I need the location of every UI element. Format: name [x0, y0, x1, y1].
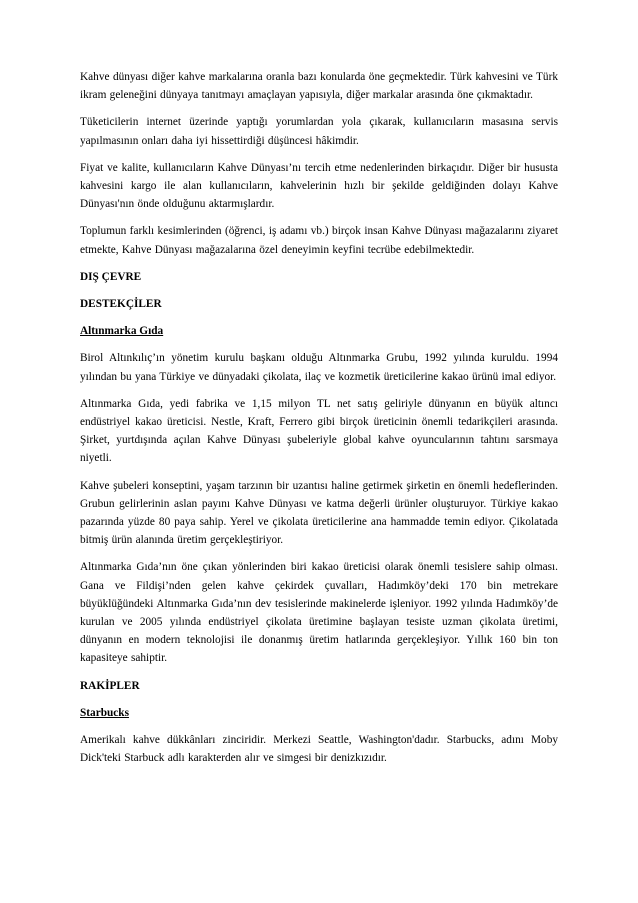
intro-paragraph-1: Kahve dünyası diğer kahve markalarına oranla bazı konularda öne geçmektedir. Türk kahvesini ve Türk ikram geleneğini dünyaya tanıtmayı amaçlayan yapısıyla, diğer markalar arasında öne çıkmaktadır. — [80, 71, 558, 102]
altinmarka-paragraph-2: Altınmarka Gıda, yedi fabrika ve 1,15 milyon TL net satış geliriyle dünyanın en büyük altıncı endüstriyel kakao üreticisi. Nestle, Kraft, Ferrero gibi birçok üreticinin önemli tedarikçileri arasında. Şirket, yurtdışında açılan Kahve Dünyası şubeleriyle global kahve oyuncularının tahtını sarsmaya niyetli. — [80, 397, 558, 465]
subheading-starbucks: Starbucks — [80, 706, 129, 719]
intro-paragraph-3: Fiyat ve kalite, kullanıcıların Kahve Dünyası’nı tercih etme nedenlerinden birkaçıdır. Diğer bir hususta kahvesini kargo ile alan kullanıcıların, kahvelerinin hızlı bir şekilde geldiğinden dolayı Kahve Dünyası'nın önde olduğunu aktarmışlardır. — [80, 161, 558, 211]
altinmarka-paragraph-4: Altınmarka Gıda’nın öne çıkan yönlerinden biri kakao üreticisi olarak önemli tesislere sahip olması. Gana ve Fildişi’nden gelen kahve çekirdek çuvalları, Hadımköy’deki 170 bin metrekare büyüklüğündeki Altınmarka Gıda’nın dev tesislerinde makinelerde işleniyor. 1992 yılında Hadımköy’de kurulan ve 2005 yılında endüstriyel çikolata üretimine başlayan tesiste uzman çikolata üretimi, dünyanın en modern teknolojisi ile donanmış üretim hatlarında gerçekleşiyor. Yıllık 160 bin ton kapasiteye sahiptir. — [80, 561, 558, 665]
altinmarka-paragraph-1: Birol Altınkılıç’ın yönetim kurulu başkanı olduğu Altınmarka Grubu, 1992 yılında kuruldu. 1994 yılından bu yana Türkiye ve dünyadaki çikolata, ilaç ve kozmetik üreticilerine kakao ürünü imal ediyor. — [80, 352, 558, 383]
intro-paragraph-2: Tüketicilerin internet üzerinde yaptığı yorumlardan yola çıkarak, kullanıcıların masasına servis yapılmasının onları daha iyi hissettirdiği düşüncesi hâkimdir. — [80, 116, 558, 147]
intro-paragraph-4: Toplumun farklı kesimlerinden (öğrenci, iş adamı vb.) birçok insan Kahve Dünyası mağazalarını ziyaret etmekte, Kahve Dünyası mağazalarına özel deneyimin keyfini tecrübe edebilmektedir. — [80, 225, 558, 256]
altinmarka-paragraph-3: Kahve şubeleri konseptini, yaşam tarzının bir uzantısı haline getirmek şirketin en önemli hedeflerinden. Grubun gelirlerinin aslan payını Kahve Dünyası ve katma değerli ürünler oluşturuyor. Türkiye kakao pazarında yüzde 80 paya sahip. Yerel ve çikolata üreticilerine ana hammadde temin ediyor. Çikolatada bitmiş ürün alanında üretim gerçekleştiriyor. — [80, 479, 558, 547]
section-heading-destekciler: DESTEKÇİLER — [80, 298, 162, 311]
section-heading-rakipler: RAKİPLER — [80, 679, 140, 692]
section-heading-dis-cevre: DIŞ ÇEVRE — [80, 270, 142, 283]
document-page — [80, 68, 558, 777]
subheading-altinmarka: Altınmarka Gıda — [80, 325, 164, 338]
starbucks-paragraph-1: Amerikalı kahve dükkânları zinciridir. Merkezi Seattle, Washington'dadır. Starbucks, adını Moby Dick'teki Starbuck adlı karakterden alır ve simgesi bir denizkızıdır. — [80, 734, 558, 765]
